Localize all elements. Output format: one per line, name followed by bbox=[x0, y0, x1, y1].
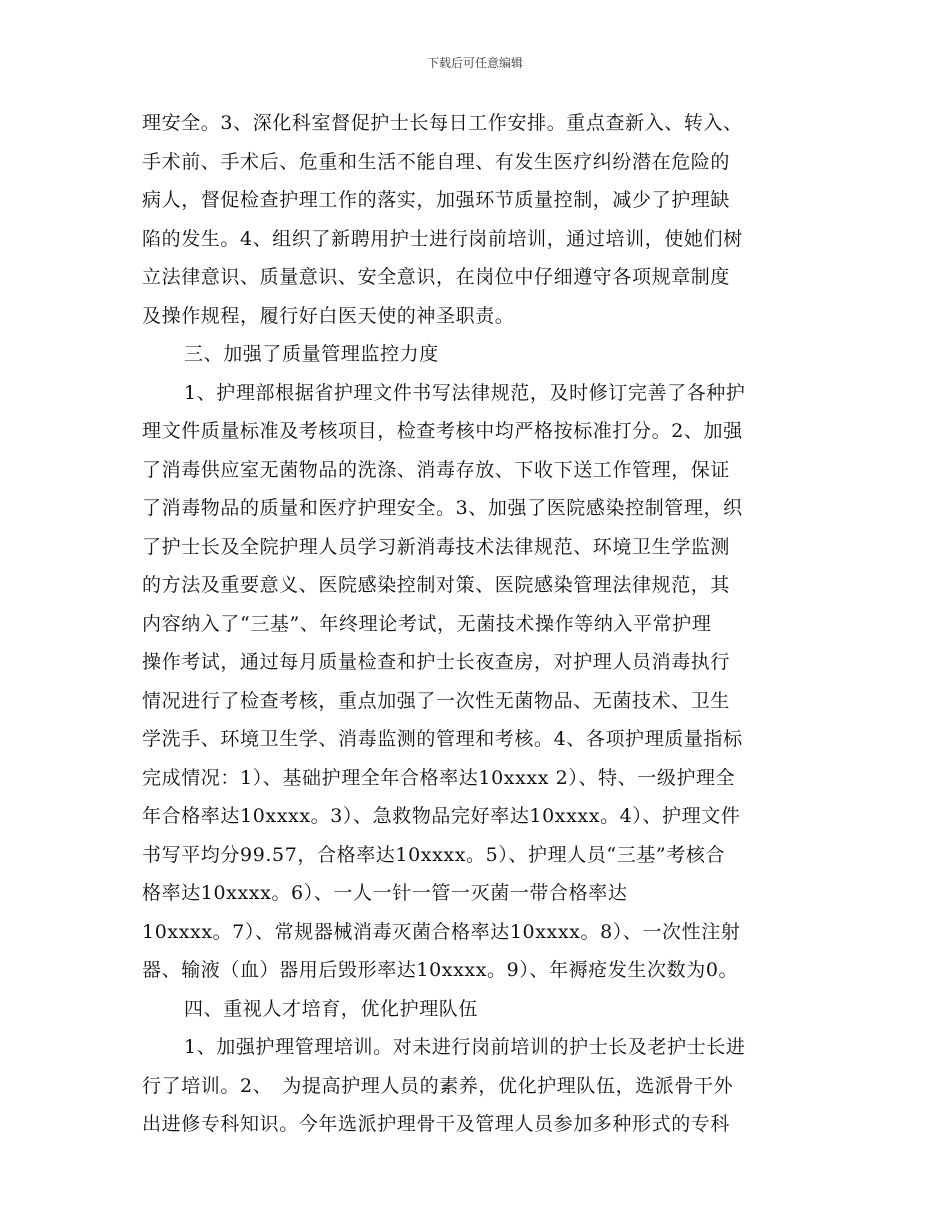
text-line: 了护士长及全院护理人员学习新消毒技术法律规范、环境卫生学监测 bbox=[142, 535, 731, 558]
text-line: 手术前、手术后、危重和生活不能自理、有发生医疗纠纷潜在危险的 bbox=[142, 150, 731, 173]
text-line: 病人，督促检查护理工作的落实，加强环节质量控制，减少了护理缺 bbox=[142, 189, 731, 211]
text-line: 内容纳入了“三基”、年终理论考试，无菌技术操作等纳入平常护理 bbox=[142, 612, 712, 635]
section-heading: 四、重视人才培育，优化护理队伍 bbox=[184, 997, 479, 1020]
text-line: 年合格率达10xxxx。3）、急救物品完好率达10xxxx。4）、护理文件 bbox=[142, 805, 741, 827]
text-line: 行了培训。2、 为提高护理人员的素养，优化护理队伍，选派骨干外 bbox=[142, 1074, 734, 1097]
text-line: 学洗手、环境卫生学、消毒监测的管理和考核。4、各项护理质量指标 bbox=[142, 728, 743, 750]
text-line: 10xxxx。7）、常规器械消毒灭菌合格率达10xxxx。8）、一次性注射 bbox=[142, 920, 741, 943]
text-line: 格率达10xxxx。6）、一人一针一管一灭菌一带合格率达 bbox=[142, 882, 628, 904]
section-heading: 三、加强了质量管理监控力度 bbox=[184, 343, 439, 365]
text-line: 操作考试，通过每月质量检查和护士长夜查房，对护理人员消毒执行 bbox=[142, 651, 731, 673]
text-line: 理安全。3、深化科室督促护士长每日工作安排。重点查新入、转入、 bbox=[142, 112, 743, 134]
document-body bbox=[142, 104, 810, 1144]
text-line: 及操作规程，履行好白医天使的神圣职责。 bbox=[142, 304, 515, 327]
text-line: 了消毒供应室无菌物品的洗涤、消毒存放、下收下送工作管理，保证 bbox=[142, 458, 731, 481]
text-line: 立法律意识、质量意识、安全意识，在岗位中仔细遵守各项规章制度 bbox=[142, 266, 731, 288]
text-line: 了消毒物品的质量和医疗护理安全。3、加强了医院感染控制管理，织 bbox=[142, 497, 743, 519]
text-line: 情况进行了检查考核，重点加强了一次性无菌物品、无菌技术、卫生 bbox=[142, 689, 731, 712]
text-line: 1、护理部根据省护理文件书写法律规范，及时修订完善了各种护 bbox=[184, 381, 746, 404]
page-header: 下载后可任意编辑 bbox=[426, 56, 523, 70]
text-line: 的方法及重要意义、医院感染控制对策、医院感染管理法律规范，其 bbox=[142, 574, 731, 596]
text-line: 出进修专科知识。今年选派护理骨干及管理人员参加多种形式的专科 bbox=[142, 1113, 731, 1135]
text-line: 器、输液（血）器用后毁形率达10xxxx。9）、年褥疮发生次数为0。 bbox=[142, 959, 739, 981]
text-line: 陷的发生。4、组织了新聘用护士进行岗前培训，通过培训，使她们树 bbox=[142, 227, 743, 250]
text-line: 理文件质量标准及考核项目，检查考核中均严格按标准打分。2、加强 bbox=[142, 420, 743, 442]
text-line: 完成情况：1）、基础护理全年合格率达10xxxx 2）、特、一级护理全 bbox=[142, 766, 736, 789]
text-line: 1、加强护理管理培训。对未进行岗前培训的护士长及老护士长进 bbox=[184, 1036, 746, 1058]
text-line: 书写平均分99.57，合格率达10xxxx。5）、护理人员“三基”考核合 bbox=[142, 843, 726, 866]
